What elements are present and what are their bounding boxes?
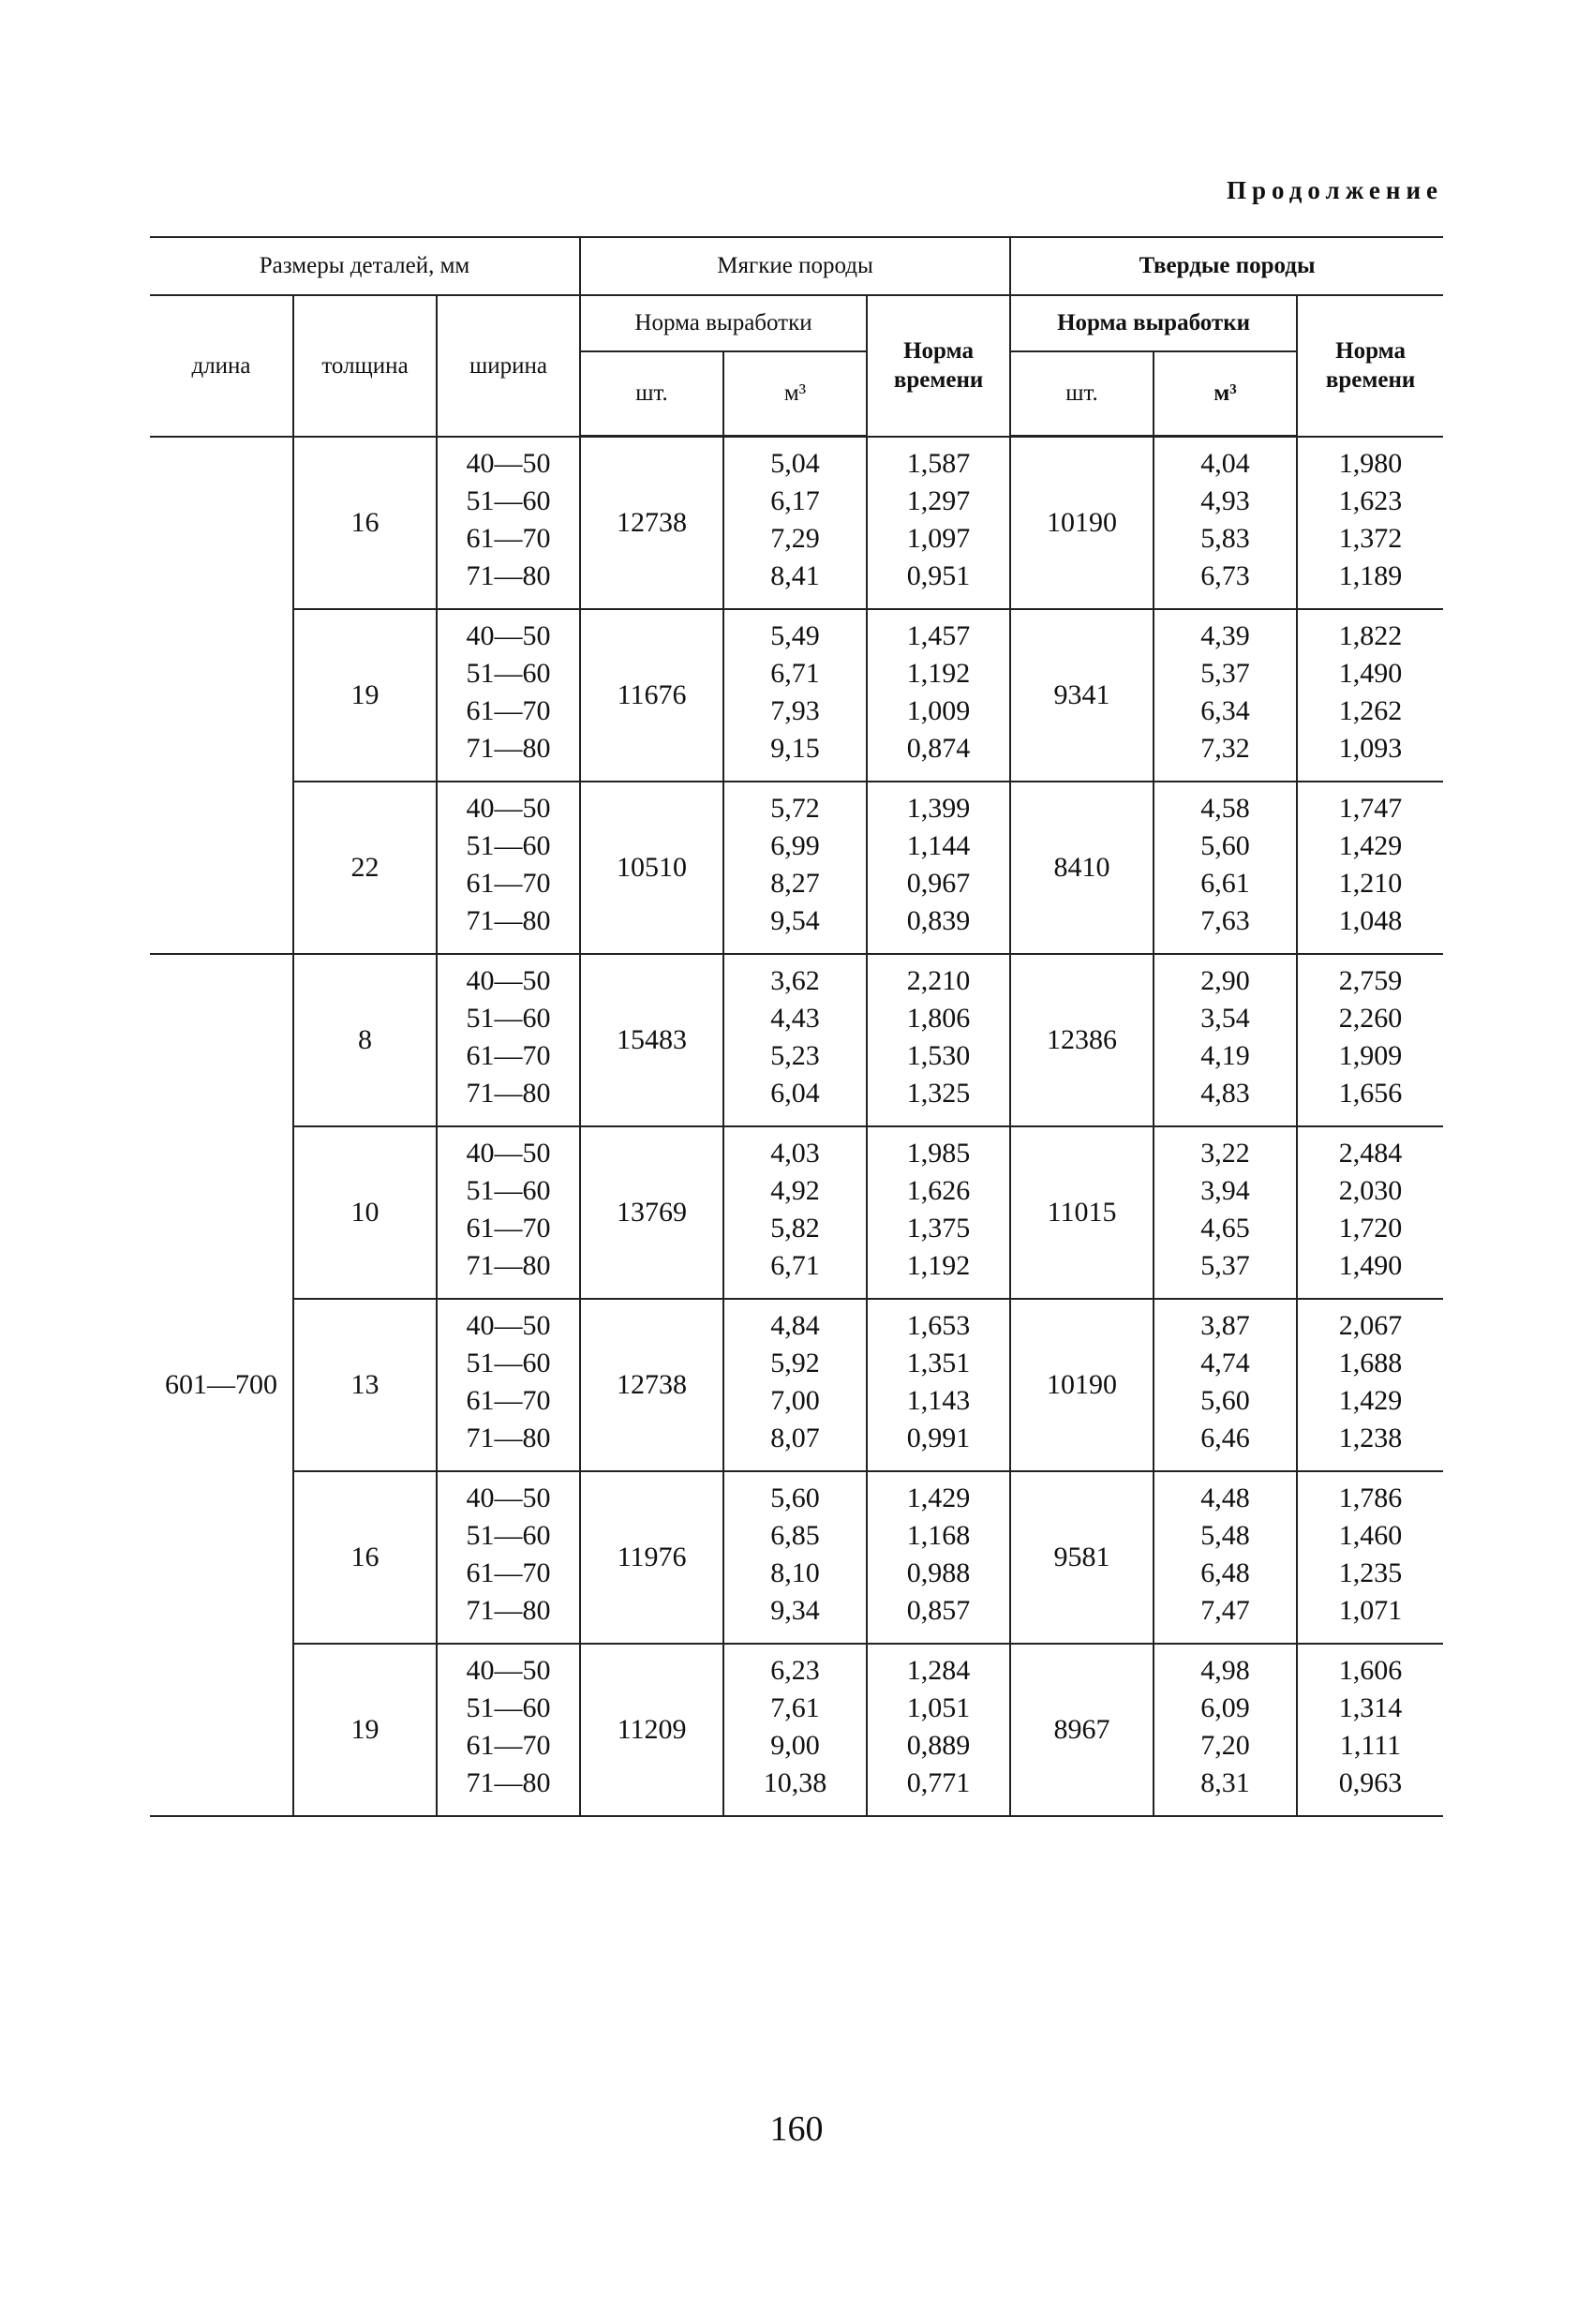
width-cell-value: 51—60 (466, 1520, 551, 1551)
hard-time-cell (1297, 1299, 1443, 1471)
soft-time-cell (867, 1126, 1010, 1299)
hard-m3-cell-value: 5,37 (1200, 658, 1250, 689)
hard-m3-cell (1154, 1299, 1297, 1471)
soft-time-cell-value: 0,988 (906, 1557, 971, 1588)
soft-pcs-cell: 12738 (580, 437, 723, 610)
width-cell (437, 609, 580, 782)
hard-time-cell-value: 1,262 (1338, 695, 1403, 726)
hard-m3-cell-value: 2,90 (1200, 965, 1250, 996)
soft-time-cell-value: 0,839 (906, 905, 971, 936)
soft-m3-cell-value: 4,03 (770, 1138, 820, 1169)
soft-pcs-cell: 13769 (580, 1126, 723, 1299)
soft-m3-cell-value: 5,04 (770, 448, 820, 479)
soft-m3-cell-value: 5,92 (770, 1348, 820, 1378)
hard-time-cell (1297, 1471, 1443, 1644)
norms-table (150, 236, 1443, 1817)
hard-time-cell-value: 1,314 (1338, 1692, 1403, 1723)
hard-time-cell (1297, 609, 1443, 782)
soft-m3-cell-value: 6,71 (770, 1250, 820, 1281)
soft-time-cell-value: 1,429 (906, 1482, 971, 1513)
soft-time-cell-value: 1,192 (906, 1250, 971, 1281)
soft-pcs-cell: 12738 (580, 1299, 723, 1471)
soft-m3-cell (723, 437, 867, 610)
table-header (150, 237, 1443, 437)
hard-pcs-cell: 10190 (1010, 437, 1154, 610)
hard-time-cell-value: 1,688 (1338, 1348, 1403, 1378)
header-length: длина (150, 295, 293, 437)
soft-m3-cell-value: 5,49 (770, 620, 820, 651)
width-cell (437, 1126, 580, 1299)
soft-time-cell-value: 1,051 (906, 1692, 971, 1723)
soft-m3-cell-value: 6,99 (770, 830, 820, 861)
thickness-cell: 19 (293, 609, 437, 782)
soft-m3-cell-value: 8,27 (770, 868, 820, 899)
soft-m3-cell (723, 609, 867, 782)
soft-time-cell-value: 1,806 (906, 1003, 971, 1034)
width-cell-value: 61—70 (466, 1557, 551, 1588)
width-cell-value: 71—80 (466, 1767, 551, 1798)
width-cell-value: 51—60 (466, 1175, 551, 1206)
soft-time-cell (867, 1299, 1010, 1471)
soft-m3-cell-value: 6,71 (770, 658, 820, 689)
soft-m3-cell-value: 6,17 (770, 485, 820, 516)
soft-m3-cell-value: 9,34 (770, 1595, 820, 1626)
soft-time-cell-value: 1,143 (906, 1385, 971, 1416)
width-cell (437, 782, 580, 954)
width-cell-value: 71—80 (466, 905, 551, 936)
hard-time-cell-value: 1,235 (1338, 1557, 1403, 1588)
hard-time-cell-value: 1,210 (1338, 868, 1403, 899)
hard-m3-cell-value: 3,22 (1200, 1138, 1250, 1169)
soft-time-cell-value: 0,771 (906, 1767, 971, 1798)
soft-m3-cell (723, 1471, 867, 1644)
hard-time-cell-value: 1,606 (1338, 1655, 1403, 1686)
table-row (150, 954, 1443, 1126)
table-row (150, 1644, 1443, 1816)
hard-m3-cell-value: 6,73 (1200, 560, 1250, 591)
hard-time-cell-value: 1,623 (1338, 484, 1403, 516)
soft-time-cell-value: 0,991 (906, 1423, 971, 1453)
soft-time-cell-value: 1,009 (906, 695, 971, 726)
table-body (150, 437, 1443, 1817)
header-hard-pcs: шт. (1010, 351, 1154, 437)
soft-time-cell-value: 1,653 (906, 1310, 971, 1341)
width-cell-value: 61—70 (466, 1213, 551, 1244)
hard-time-cell-value: 1,111 (1339, 1730, 1402, 1761)
soft-time-cell-value: 1,168 (906, 1520, 971, 1551)
hard-m3-cell-value: 7,32 (1200, 733, 1250, 764)
soft-m3-cell-value: 7,00 (770, 1385, 820, 1416)
soft-time-cell-value: 1,325 (906, 1078, 971, 1109)
soft-time-cell-value: 1,297 (906, 484, 971, 516)
table-row (150, 782, 1443, 954)
width-cell-value: 61—70 (466, 1040, 551, 1071)
width-cell-value: 40—50 (466, 1138, 551, 1169)
hard-time-cell-value: 2,484 (1338, 1138, 1403, 1169)
hard-time-cell-value: 2,030 (1338, 1175, 1403, 1206)
soft-m3-cell (723, 1644, 867, 1816)
hard-m3-cell-value: 5,60 (1200, 830, 1250, 861)
table-row (150, 609, 1443, 782)
hard-m3-cell-value: 7,20 (1200, 1730, 1250, 1761)
soft-time-cell (867, 782, 1010, 954)
hard-m3-cell-value: 5,60 (1200, 1385, 1250, 1416)
table-row (150, 1126, 1443, 1299)
soft-m3-cell-value: 6,04 (770, 1078, 820, 1109)
soft-time-cell-value: 0,951 (906, 559, 971, 591)
hard-time-cell-value: 0,963 (1338, 1767, 1403, 1798)
soft-pcs-cell: 11676 (580, 609, 723, 782)
soft-m3-cell-value: 8,07 (770, 1423, 820, 1453)
hard-m3-cell-value: 4,74 (1200, 1348, 1250, 1378)
soft-m3-cell-value: 8,10 (770, 1557, 820, 1588)
soft-time-cell (867, 1644, 1010, 1816)
width-cell-value: 40—50 (466, 447, 551, 479)
soft-m3-cell (723, 954, 867, 1126)
soft-time-cell-value: 1,985 (906, 1138, 971, 1169)
width-cell (437, 1471, 580, 1644)
hard-pcs-cell: 10190 (1010, 1299, 1154, 1471)
thickness-cell: 13 (293, 1299, 437, 1471)
width-cell-value: 71—80 (466, 733, 551, 764)
soft-m3-cell-value: 6,23 (770, 1655, 820, 1686)
soft-time-cell-value: 1,375 (906, 1213, 971, 1244)
hard-m3-cell-value: 6,34 (1200, 695, 1250, 726)
hard-time-cell (1297, 782, 1443, 954)
header-thickness: толщина (293, 295, 437, 437)
hard-time-cell-value: 1,720 (1338, 1213, 1403, 1244)
table-row (150, 1299, 1443, 1471)
width-cell-value: 71—80 (466, 1595, 551, 1626)
soft-m3-cell-value: 9,15 (770, 733, 820, 764)
header-soft-norm-time: Норма времени (867, 295, 1010, 437)
soft-m3-cell-value: 7,29 (770, 523, 820, 554)
soft-time-cell-value: 1,192 (906, 658, 971, 689)
soft-pcs-cell: 11209 (580, 1644, 723, 1816)
hard-m3-cell-value: 8,31 (1200, 1767, 1250, 1798)
hard-pcs-cell: 8967 (1010, 1644, 1154, 1816)
hard-time-cell-value: 2,260 (1338, 1003, 1403, 1034)
hard-time-cell (1297, 1126, 1443, 1299)
hard-m3-cell (1154, 1644, 1297, 1816)
hard-time-cell-value: 1,786 (1338, 1482, 1403, 1513)
hard-pcs-cell: 8410 (1010, 782, 1154, 954)
soft-m3-cell-value: 9,00 (770, 1730, 820, 1761)
soft-m3-cell-value: 10,38 (763, 1767, 827, 1798)
hard-time-cell-value: 1,372 (1338, 522, 1403, 554)
hard-time-cell-value: 1,490 (1338, 1250, 1403, 1281)
width-cell-value: 71—80 (466, 1078, 551, 1109)
soft-m3-cell-value: 9,54 (770, 905, 820, 936)
soft-time-cell-value: 0,874 (906, 733, 971, 764)
width-cell-value: 71—80 (466, 1250, 551, 1281)
soft-time-cell-value: 1,144 (906, 830, 971, 861)
soft-m3-cell-value: 7,93 (770, 695, 820, 726)
soft-m3-cell-value: 4,43 (770, 1003, 820, 1034)
hard-time-cell (1297, 1644, 1443, 1816)
thickness-cell: 19 (293, 1644, 437, 1816)
hard-m3-cell (1154, 1126, 1297, 1299)
hard-m3-cell (1154, 782, 1297, 954)
continuation-label: Продолжение (1227, 176, 1443, 204)
page-number: 160 (769, 2109, 824, 2149)
header-hard-norm-time: Норма времени (1297, 295, 1443, 437)
hard-m3-cell-value: 7,63 (1200, 905, 1250, 936)
width-cell (437, 1644, 580, 1816)
width-cell-value: 51—60 (466, 830, 551, 861)
soft-time-cell-value: 1,587 (906, 447, 971, 479)
hard-time-cell-value: 2,067 (1338, 1310, 1403, 1341)
width-cell (437, 437, 580, 610)
hard-m3-cell-value: 4,58 (1200, 793, 1250, 824)
width-cell (437, 1299, 580, 1471)
width-cell-value: 61—70 (466, 695, 551, 726)
soft-m3-cell-value: 4,84 (770, 1310, 820, 1341)
soft-m3-cell-value: 5,23 (770, 1040, 820, 1071)
width-cell-value: 51—60 (466, 658, 551, 689)
hard-m3-cell-value: 7,47 (1200, 1595, 1250, 1626)
header-hard-norm-output: Норма выработки (1010, 295, 1297, 351)
table-row (150, 1471, 1443, 1644)
hard-time-cell (1297, 954, 1443, 1126)
hard-pcs-cell: 12386 (1010, 954, 1154, 1126)
hard-m3-cell-value: 5,37 (1200, 1250, 1250, 1281)
soft-m3-cell-value: 3,62 (770, 965, 820, 996)
soft-m3-cell (723, 1299, 867, 1471)
hard-m3-cell-value: 4,83 (1200, 1078, 1250, 1109)
width-cell-value: 40—50 (466, 965, 551, 996)
hard-time-cell-value: 1,429 (1338, 1385, 1403, 1416)
soft-m3-cell-value: 4,92 (770, 1175, 820, 1206)
hard-time-cell-value: 1,980 (1338, 447, 1403, 479)
soft-time-cell-value: 1,399 (906, 793, 971, 824)
soft-time-cell-value: 1,530 (906, 1040, 971, 1071)
soft-time-cell-value: 0,857 (906, 1595, 971, 1626)
hard-time-cell-value: 1,822 (1338, 620, 1403, 651)
soft-time-cell-value: 1,097 (906, 522, 971, 554)
soft-time-cell-value: 1,351 (906, 1348, 971, 1378)
hard-pcs-cell: 9581 (1010, 1471, 1154, 1644)
width-cell (437, 954, 580, 1126)
width-cell-value: 61—70 (466, 522, 551, 554)
width-cell-value: 40—50 (466, 793, 551, 824)
hard-time-cell-value: 1,189 (1338, 559, 1403, 591)
header-sizes: Размеры деталей, мм (150, 237, 580, 295)
hard-m3-cell-value: 6,09 (1200, 1692, 1250, 1723)
soft-m3-cell-value: 6,85 (770, 1520, 820, 1551)
hard-time-cell-value: 1,238 (1338, 1423, 1403, 1453)
thickness-cell: 8 (293, 954, 437, 1126)
hard-time-cell-value: 1,460 (1338, 1520, 1403, 1551)
hard-m3-cell-value: 4,98 (1200, 1655, 1250, 1686)
hard-m3-cell-value: 6,48 (1200, 1557, 1250, 1588)
soft-time-cell (867, 437, 1010, 610)
width-cell-value: 40—50 (466, 1310, 551, 1341)
width-cell-value: 51—60 (466, 1003, 551, 1034)
header-soft-pcs: шт. (580, 351, 723, 437)
width-cell-value: 40—50 (466, 620, 551, 651)
soft-time-cell (867, 1471, 1010, 1644)
header-hard-m3: м³ (1154, 351, 1297, 437)
width-cell-value: 61—70 (466, 1730, 551, 1761)
soft-time-cell-value: 0,889 (906, 1730, 971, 1761)
width-cell-value: 51—60 (466, 1692, 551, 1723)
soft-time-cell-value: 1,457 (906, 620, 971, 651)
hard-m3-cell-value: 3,94 (1200, 1175, 1250, 1206)
length-cell (150, 437, 293, 955)
header-soft-norm-output: Норма выработки (580, 295, 867, 351)
thickness-cell: 16 (293, 1471, 437, 1644)
width-cell-value: 51—60 (466, 484, 551, 516)
soft-time-cell-value: 1,284 (906, 1655, 971, 1686)
hard-m3-cell-value: 4,65 (1200, 1213, 1250, 1244)
hard-m3-cell-value: 4,93 (1200, 485, 1250, 516)
hard-m3-cell (1154, 1471, 1297, 1644)
hard-time-cell-value: 1,048 (1338, 905, 1403, 936)
hard-m3-cell-value: 4,48 (1200, 1482, 1250, 1513)
width-cell-value: 71—80 (466, 559, 551, 591)
hard-time-cell-value: 1,490 (1338, 658, 1403, 689)
hard-m3-cell-value: 5,48 (1200, 1520, 1250, 1551)
hard-m3-cell (1154, 609, 1297, 782)
header-width: ширина (437, 295, 580, 437)
hard-time-cell-value: 1,656 (1338, 1078, 1403, 1109)
soft-time-cell-value: 0,967 (906, 868, 971, 899)
hard-m3-cell-value: 4,04 (1200, 448, 1250, 479)
header-soft-m3: м³ (723, 351, 867, 437)
hard-time-cell (1297, 437, 1443, 610)
soft-time-cell-value: 1,626 (906, 1175, 971, 1206)
thickness-cell: 16 (293, 437, 437, 610)
length-cell: 601—700 (150, 954, 293, 1816)
soft-m3-cell (723, 1126, 867, 1299)
hard-time-cell-value: 1,071 (1338, 1595, 1403, 1626)
width-cell-value: 61—70 (466, 1385, 551, 1416)
soft-m3-cell-value: 5,72 (770, 793, 820, 824)
soft-time-cell (867, 609, 1010, 782)
hard-m3-cell-value: 3,54 (1200, 1003, 1250, 1034)
hard-m3-cell (1154, 437, 1297, 610)
width-cell-value: 40—50 (466, 1482, 551, 1513)
soft-m3-cell-value: 5,60 (770, 1482, 820, 1513)
soft-m3-cell-value: 7,61 (770, 1692, 820, 1723)
width-cell-value: 51—60 (466, 1348, 551, 1378)
thickness-cell: 22 (293, 782, 437, 954)
hard-m3-cell-value: 6,61 (1200, 868, 1250, 899)
header-soft-species: Мягкие породы (580, 237, 1010, 295)
hard-m3-cell-value: 5,83 (1200, 523, 1250, 554)
hard-pcs-cell: 11015 (1010, 1126, 1154, 1299)
hard-time-cell-value: 1,909 (1338, 1040, 1403, 1071)
table-row (150, 437, 1443, 610)
soft-pcs-cell: 11976 (580, 1471, 723, 1644)
thickness-cell: 10 (293, 1126, 437, 1299)
width-cell-value: 40—50 (466, 1655, 551, 1686)
hard-m3-cell (1154, 954, 1297, 1126)
hard-m3-cell-value: 4,39 (1200, 620, 1250, 651)
soft-pcs-cell: 15483 (580, 954, 723, 1126)
soft-time-cell (867, 954, 1010, 1126)
soft-time-cell-value: 2,210 (906, 965, 971, 996)
width-cell-value: 71—80 (466, 1423, 551, 1453)
soft-pcs-cell: 10510 (580, 782, 723, 954)
hard-m3-cell-value: 3,87 (1200, 1310, 1250, 1341)
hard-time-cell-value: 1,747 (1338, 793, 1403, 824)
hard-time-cell-value: 2,759 (1338, 965, 1403, 996)
soft-m3-cell-value: 5,82 (770, 1213, 820, 1244)
hard-time-cell-value: 1,429 (1338, 830, 1403, 861)
hard-time-cell-value: 1,093 (1338, 733, 1403, 764)
soft-m3-cell (723, 782, 867, 954)
hard-m3-cell-value: 6,46 (1200, 1423, 1250, 1453)
hard-m3-cell-value: 4,19 (1200, 1040, 1250, 1071)
width-cell-value: 61—70 (466, 868, 551, 899)
soft-m3-cell-value: 8,41 (770, 560, 820, 591)
header-hard-species: Твердые породы (1010, 237, 1443, 295)
hard-pcs-cell: 9341 (1010, 609, 1154, 782)
